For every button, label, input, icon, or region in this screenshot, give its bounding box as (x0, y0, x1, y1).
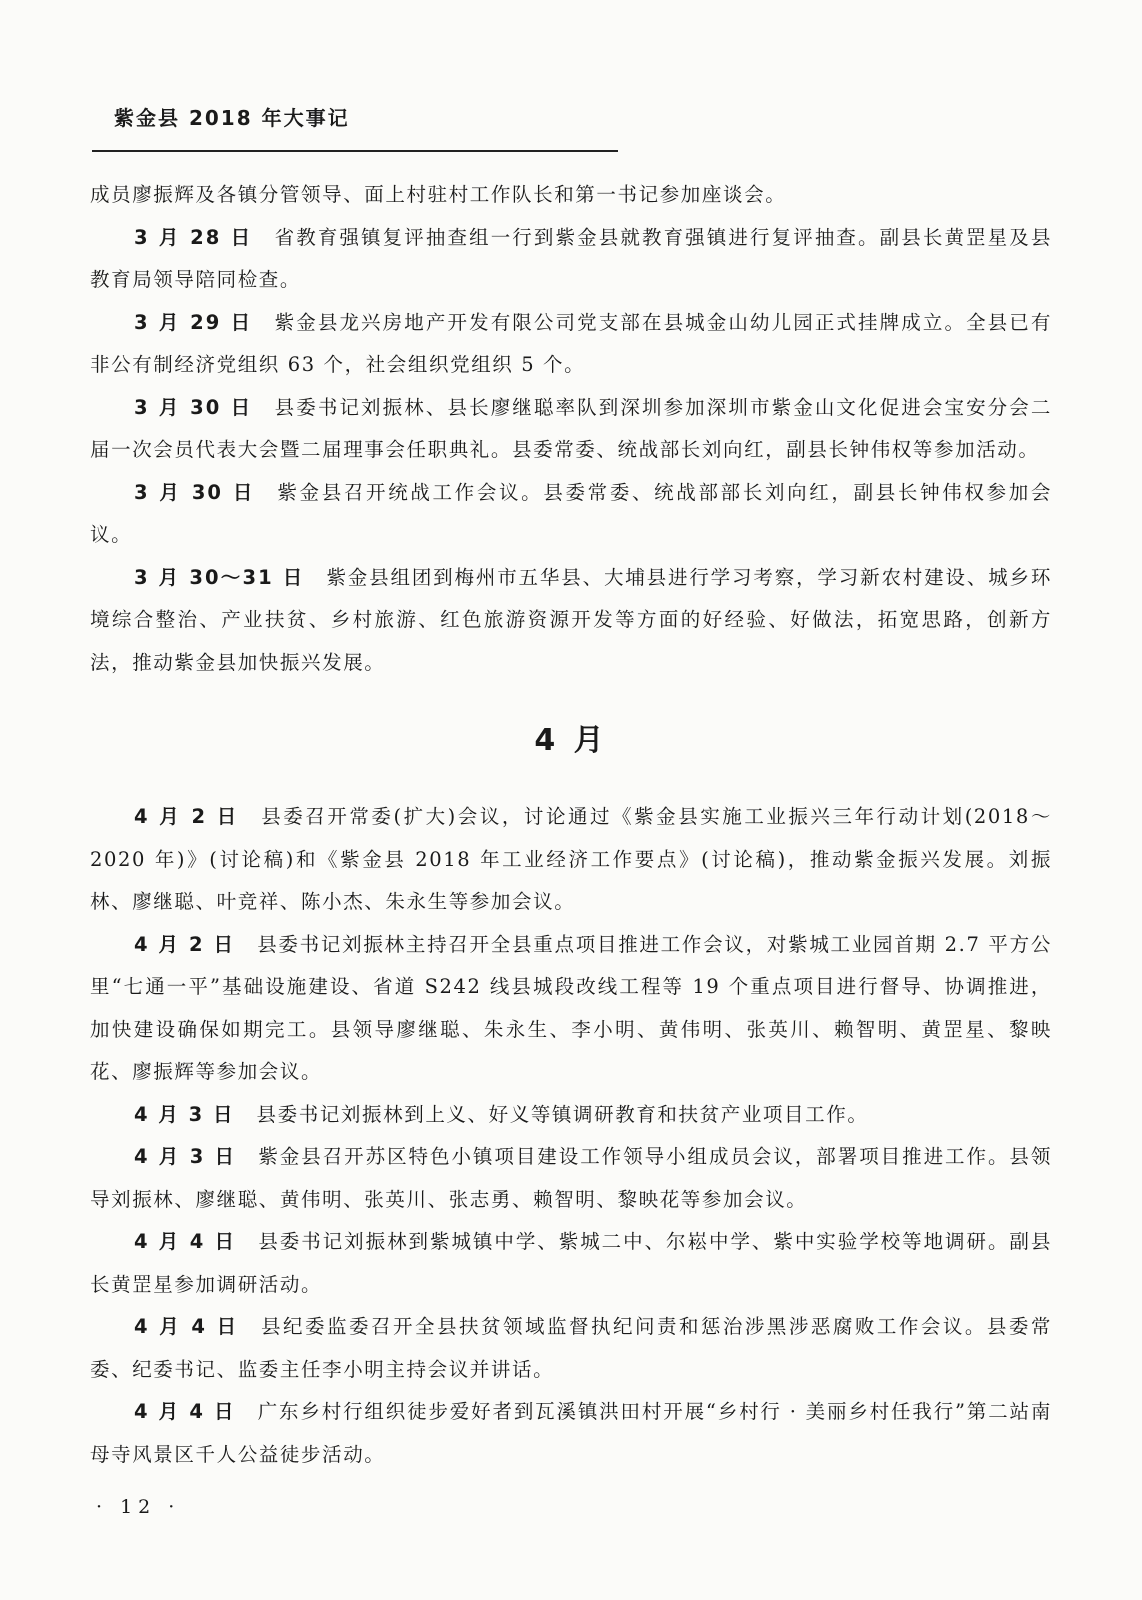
entry-text: 县委书记刘振林、县长廖继聪率队到深圳参加深圳市紫金山文化促进会宝安分会二届一次会员代表大会暨二届理事会任职典礼。县委常委、统战部长刘向红，副县长钟伟权等参加活动。 (90, 395, 1052, 461)
entry-text: 紫金县召开统战工作会议。县委常委、统战部部长刘向红，副县长钟伟权参加会议。 (90, 480, 1052, 546)
entry-text: 紫金县龙兴房地产开发有限公司党支部在县城金山幼儿园正式挂牌成立。全县已有非公有制经济党组织 63 个，社会组织党组织 5 个。 (90, 310, 1052, 376)
entry (90, 302, 1052, 387)
entry (90, 1306, 1052, 1391)
entry-text: 紫金县组团到梅州市五华县、大埔县进行学习考察，学习新农村建设、城乡环境综合整治、产业扶贫、乡村旅游、红色旅游资源开发等方面的好经验、好做法，拓宽思路，创新方法，推动紫金县加快振兴发展。 (90, 565, 1052, 674)
month-heading: 4 月 (534, 723, 608, 758)
entry-text: 县委书记刘振林到上义、好义等镇调研教育和扶贫产业项目工作。 (256, 1102, 869, 1126)
entry (90, 1221, 1052, 1306)
entry (90, 1391, 1052, 1476)
entry-text: 省教育强镇复评抽查组一行到紫金县就教育强镇进行复评抽查。副县长黄罡星及县教育局领导陪同检查。 (90, 225, 1052, 291)
page-number: · 12 · (96, 1496, 181, 1518)
entry-text: 成员廖振辉及各镇分管领导、面上村驻村工作队长和第一书记参加座谈会。 (90, 183, 787, 206)
entry-date: 3 月 30～31 日 (134, 565, 305, 589)
entry-text: 县委召开常委(扩大)会议，讨论通过《紫金县实施工业振兴三年行动计划(2018～2020 年)》(讨论稿)和《紫金县 2018 年工业经济工作要点》(讨论稿)，推动紫金振兴发展。刘振林、廖继聪、叶竞祥、陈小杰、朱永生等参加会议。 (90, 805, 1052, 913)
entry-text: 紫金县召开苏区特色小镇项目建设工作领导小组成员会议，部署项目推进工作。县领导刘振林、廖继聪、黄伟明、张英川、张志勇、赖智明、黎映花等参加会议。 (90, 1145, 1052, 1211)
entry-text: 县委书记刘振林主持召开全县重点项目推进工作会议，对紫城工业园首期 2.7 平方公里“七通一平”基础设施建设、省道 S242 线县城段改线工程等 19 个重点项目进行督导、协调推进，加快建设确保如期完工。县领导廖继聪、朱永生、李小明、黄伟明、张英川、赖智明、黄罡星、黎映花、廖振辉等参加会议。 (90, 932, 1052, 1083)
entry (90, 1136, 1052, 1221)
entry-date: 4 月 3 日 (134, 1145, 237, 1168)
entry (90, 557, 1052, 685)
entry-date: 4 月 4 日 (134, 1400, 236, 1423)
entry (90, 796, 1052, 924)
entry-continuation (90, 174, 1052, 217)
entry (90, 217, 1052, 302)
entry (90, 387, 1052, 472)
entry (90, 924, 1052, 1094)
entry-date: 4 月 3 日 (134, 1102, 235, 1126)
entry (90, 472, 1052, 557)
entry-date: 3 月 29 日 (134, 310, 253, 334)
entry-text: 县委书记刘振林到紫城镇中学、紫城二中、尔崧中学、紫中实验学校等地调研。副县长黄罡星参加调研活动。 (90, 1230, 1052, 1296)
entry-date: 4 月 2 日 (134, 932, 236, 956)
entry (90, 1094, 1052, 1137)
entry-date: 4 月 2 日 (134, 805, 240, 828)
running-head: 紫金县 2018 年大事记 (114, 106, 350, 130)
entry-text: 县纪委监委召开全县扶贫领域监督执纪问责和惩治涉黑涉恶腐败工作会议。县委常委、纪委书记、监委主任李小明主持会议并讲话。 (90, 1315, 1052, 1381)
page-content (90, 174, 1052, 1476)
entry-date: 3 月 28 日 (134, 225, 253, 249)
entry-date: 4 月 4 日 (134, 1230, 237, 1253)
entry-date: 3 月 30 日 (134, 395, 253, 419)
entry-date: 3 月 30 日 (134, 480, 256, 504)
header-rule (92, 150, 618, 152)
entry-text: 广东乡村行组织徒步爱好者到瓦溪镇洪田村开展“乡村行 · 美丽乡村任我行”第二站南母寺风景区千人公益徒步活动。 (90, 1400, 1052, 1466)
entry-date: 4 月 4 日 (134, 1315, 239, 1338)
